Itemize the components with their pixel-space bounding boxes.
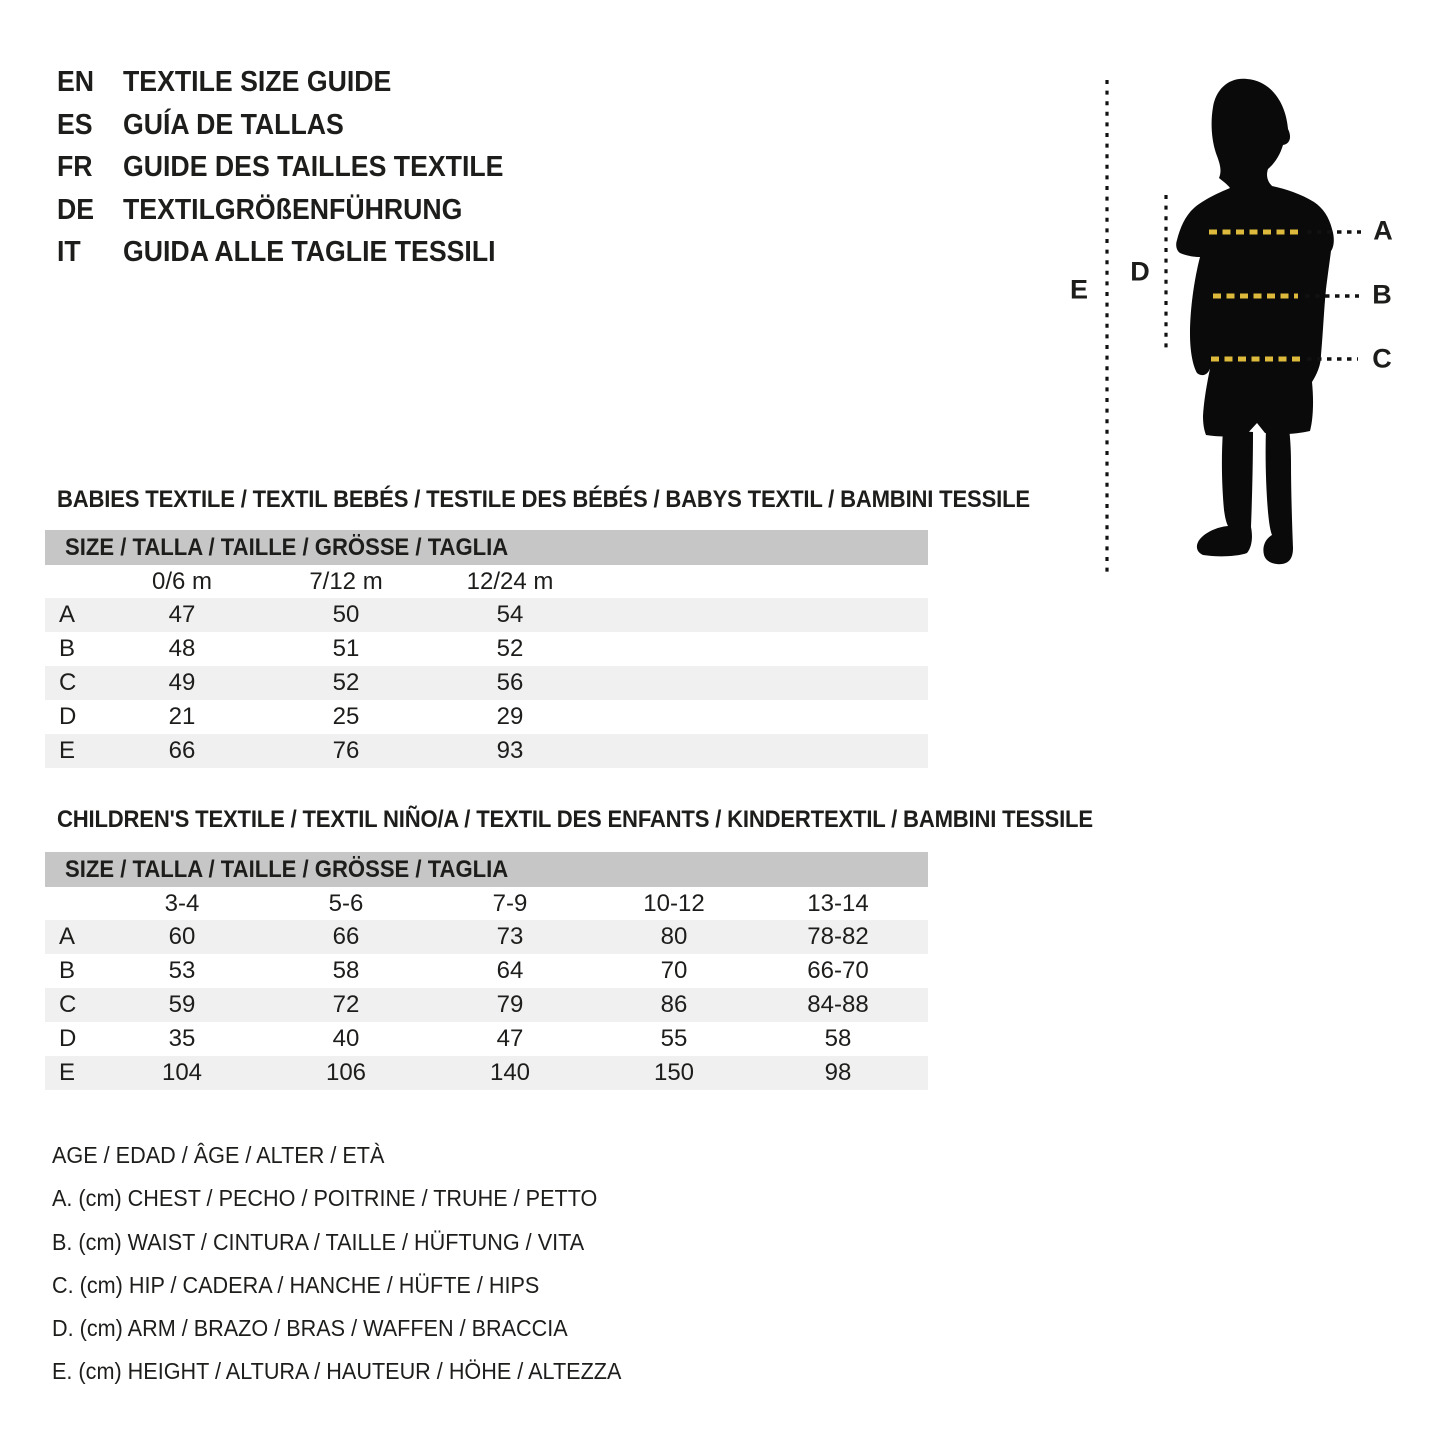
column-header: 5-6 [328, 890, 364, 917]
table-cell: 84-88 [807, 991, 869, 1018]
table-row [45, 734, 928, 768]
table-cell: 106 [325, 1059, 367, 1086]
figure-label-b: B [1372, 279, 1392, 310]
table-row [45, 1056, 928, 1090]
row-label: A [59, 923, 76, 950]
figure-label-c: C [1372, 343, 1392, 374]
column-header: 10-12 [643, 890, 705, 917]
babies-size-header-bar [45, 530, 928, 565]
row-label: A [59, 601, 76, 628]
measurement-legend [52, 1134, 671, 1394]
table-row [45, 666, 928, 700]
row-label: D [59, 703, 77, 730]
table-row [45, 700, 928, 734]
lang-title-it: GUIDA ALLE TAGLIE TESSILI [123, 236, 496, 268]
table-cell: 49 [168, 669, 196, 696]
row-label: D [59, 1025, 77, 1052]
table-cell: 58 [332, 957, 360, 984]
children-section-title: CHILDREN'S TEXTILE / TEXTIL NIÑO/A / TEXTIL DES ENFANTS / KINDERTEXTIL / BAMBINI TESSILE [57, 806, 1093, 833]
column-header: 12/24 m [466, 568, 554, 595]
babies-column-headers [45, 565, 928, 598]
figure-label-e: E [1069, 274, 1089, 305]
table-cell: 51 [332, 635, 360, 662]
legend-arm: D. (cm) ARM / BRAZO / BRAS / WAFFEN / BRACCIA [52, 1315, 568, 1342]
table-cell: 40 [332, 1025, 360, 1052]
table-row [45, 954, 928, 988]
table-cell: 21 [168, 703, 196, 730]
column-header: 3-4 [164, 890, 200, 917]
table-cell: 60 [168, 923, 196, 950]
child-silhouette-right-leg [1263, 428, 1293, 564]
figure-label-a: A [1373, 215, 1393, 246]
row-label: B [59, 635, 76, 662]
table-cell: 25 [332, 703, 360, 730]
table-cell: 93 [496, 737, 524, 764]
table-cell: 86 [660, 991, 688, 1018]
child-silhouette-body [1176, 79, 1334, 437]
table-cell: 150 [653, 1059, 695, 1086]
column-header: 0/6 m [151, 568, 213, 595]
figure-label-d: D [1130, 256, 1150, 287]
empty-corner-cell [45, 887, 100, 920]
size-header-text: SIZE / TALLA / TAILLE / GRÖSSE / TAGLIA [65, 534, 509, 561]
table-cell: 70 [660, 957, 688, 984]
column-header: 7/12 m [309, 568, 383, 595]
table-cell: 35 [168, 1025, 196, 1052]
table-cell: 29 [496, 703, 524, 730]
column-header: 13-14 [807, 890, 869, 917]
legend-waist: B. (cm) WAIST / CINTURA / TAILLE / HÜFTUNG / VITA [52, 1228, 585, 1255]
table-cell: 48 [168, 635, 196, 662]
babies-section-title: BABIES TEXTILE / TEXTIL BEBÉS / TESTILE DES BÉBÉS / BABYS TEXTIL / BAMBINI TESSILE [57, 486, 1030, 513]
table-cell: 98 [824, 1059, 852, 1086]
table-cell: 66-70 [807, 957, 869, 984]
table-cell: 47 [496, 1025, 524, 1052]
table-cell: 73 [496, 923, 524, 950]
table-cell: 79 [496, 991, 524, 1018]
table-cell: 52 [332, 669, 360, 696]
lang-code-fr: FR [57, 151, 93, 183]
children-size-header-bar [45, 852, 928, 887]
table-cell: 72 [332, 991, 360, 1018]
lang-title-en: TEXTILE SIZE GUIDE [123, 66, 392, 98]
table-cell: 56 [496, 669, 524, 696]
table-row [45, 632, 928, 666]
lang-title-es: GUÍA DE TALLAS [123, 108, 344, 141]
table-row [45, 1022, 928, 1056]
lang-code-es: ES [57, 108, 93, 141]
lang-title-fr: GUIDE DES TAILLES TEXTILE [123, 151, 504, 183]
table-cell: 76 [332, 737, 360, 764]
children-size-table [45, 852, 928, 1090]
table-cell: 64 [496, 957, 524, 984]
column-header: 7-9 [492, 890, 528, 917]
lang-code-de: DE [57, 193, 95, 226]
table-row [45, 988, 928, 1022]
table-cell: 55 [660, 1025, 688, 1052]
empty-corner-cell [45, 565, 100, 598]
babies-size-table [45, 530, 928, 768]
legend-chest: A. (cm) CHEST / PECHO / POITRINE / TRUHE / PETTO [52, 1185, 598, 1212]
row-label: B [59, 957, 76, 984]
row-label: E [59, 1059, 76, 1086]
row-label: C [59, 991, 77, 1018]
table-cell: 104 [161, 1059, 203, 1086]
legend-height: E. (cm) HEIGHT / ALTURA / HAUTEUR / HÖHE / ALTEZZA [52, 1358, 622, 1385]
table-row [45, 920, 928, 954]
table-cell: 58 [824, 1025, 852, 1052]
child-silhouette-left-leg [1197, 430, 1253, 556]
row-label: C [59, 669, 77, 696]
lang-code-en: EN [57, 66, 95, 98]
row-label: E [59, 737, 76, 764]
table-cell: 140 [489, 1059, 531, 1086]
table-cell: 78-82 [807, 923, 869, 950]
table-cell: 52 [496, 635, 524, 662]
table-row [45, 598, 928, 632]
child-silhouette-graphic [1060, 60, 1395, 590]
table-cell: 59 [168, 991, 196, 1018]
lang-title-de: TEXTILGRÖßENFÜHRUNG [123, 193, 463, 226]
children-column-headers [45, 887, 928, 920]
table-cell: 66 [332, 923, 360, 950]
table-cell: 80 [660, 923, 688, 950]
table-cell: 53 [168, 957, 196, 984]
table-cell: 47 [168, 601, 196, 628]
legend-age: AGE / EDAD / ÂGE / ALTER / ETÀ [52, 1142, 385, 1168]
table-cell: 54 [496, 601, 524, 628]
lang-code-it: IT [57, 236, 81, 268]
legend-hip: C. (cm) HIP / CADERA / HANCHE / HÜFTE / HIPS [52, 1271, 540, 1298]
table-cell: 50 [332, 601, 360, 628]
table-cell: 66 [168, 737, 196, 764]
size-header-text: SIZE / TALLA / TAILLE / GRÖSSE / TAGLIA [65, 856, 509, 883]
